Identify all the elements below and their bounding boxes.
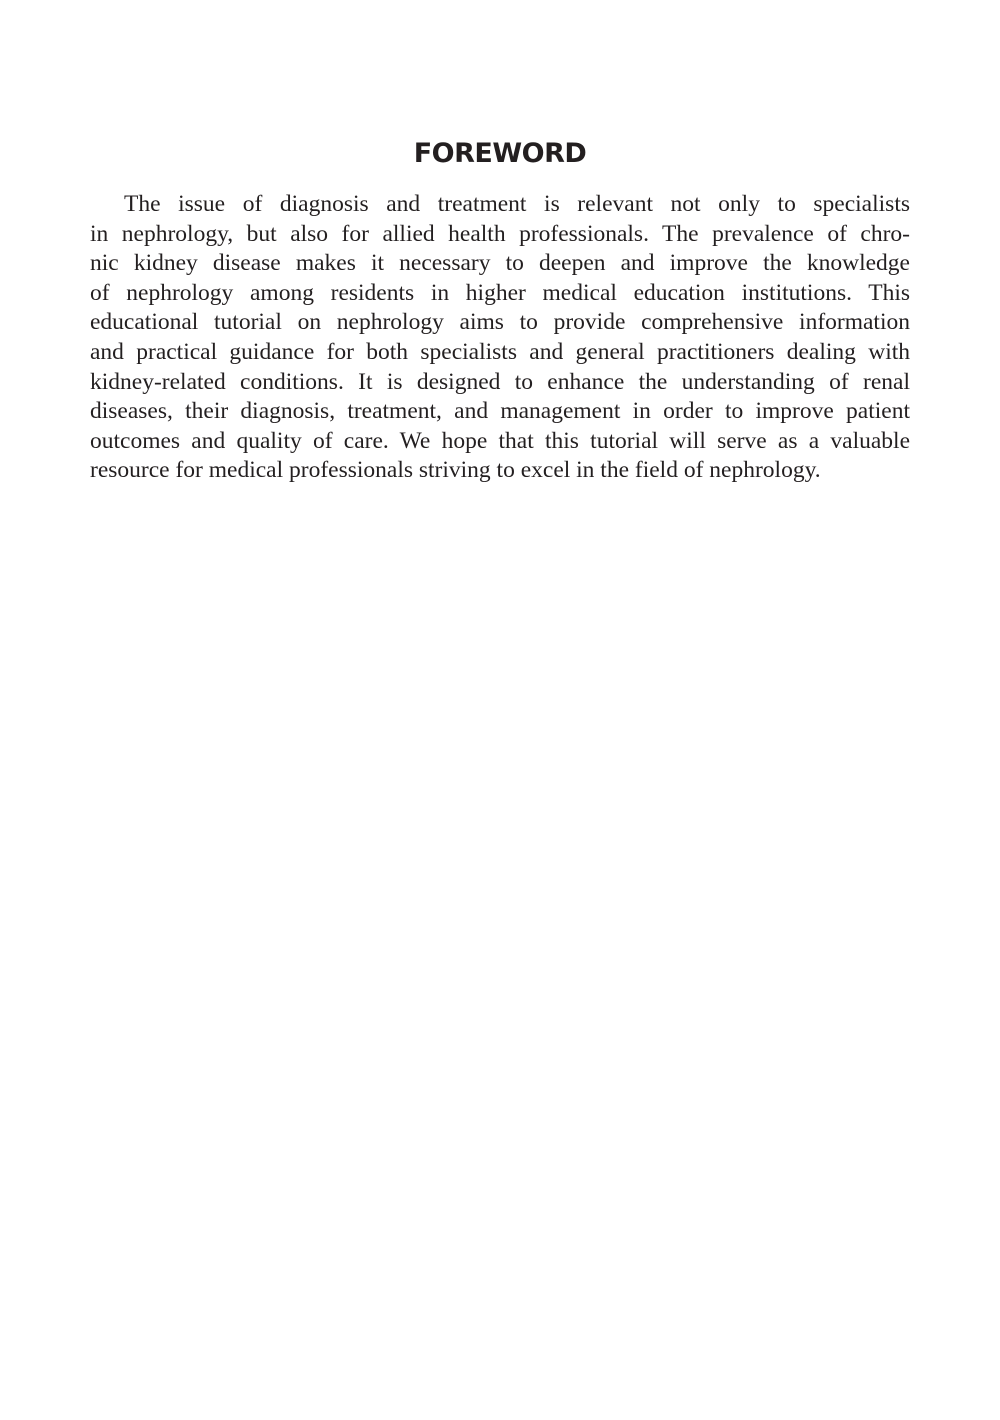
paragraph-line: of nephrology among residents in higher medical education institutions. This: [90, 279, 910, 306]
paragraph-line: in nephrology, but also for allied health professionals. The prevalence of chro-: [90, 220, 910, 247]
paragraph-line: The issue of diagnosis and treatment is relevant not only to specialists: [124, 191, 910, 217]
paragraph-line: diseases, their diagnosis, treatment, and management in order to improve patient: [90, 398, 910, 425]
page-title: FOREWORD: [413, 138, 587, 169]
paragraph-line: outcomes and quality of care. We hope that this tutorial will serve as a valuable: [90, 427, 910, 454]
paragraph-line: resource for medical professionals striving to excel in the field of nephrology.: [90, 457, 821, 484]
paragraph-line: nic kidney disease makes it necessary to deepen and improve the knowledge: [90, 250, 910, 277]
paragraph-line: educational tutorial on nephrology aims to provide comprehensive information: [90, 309, 910, 336]
paragraph-line: and practical guidance for both specialists and general practitioners dealing with: [90, 338, 910, 365]
foreword-paragraph: [90, 190, 910, 486]
paragraph-line: kidney-related conditions. It is designed to enhance the understanding of renal: [90, 368, 910, 395]
